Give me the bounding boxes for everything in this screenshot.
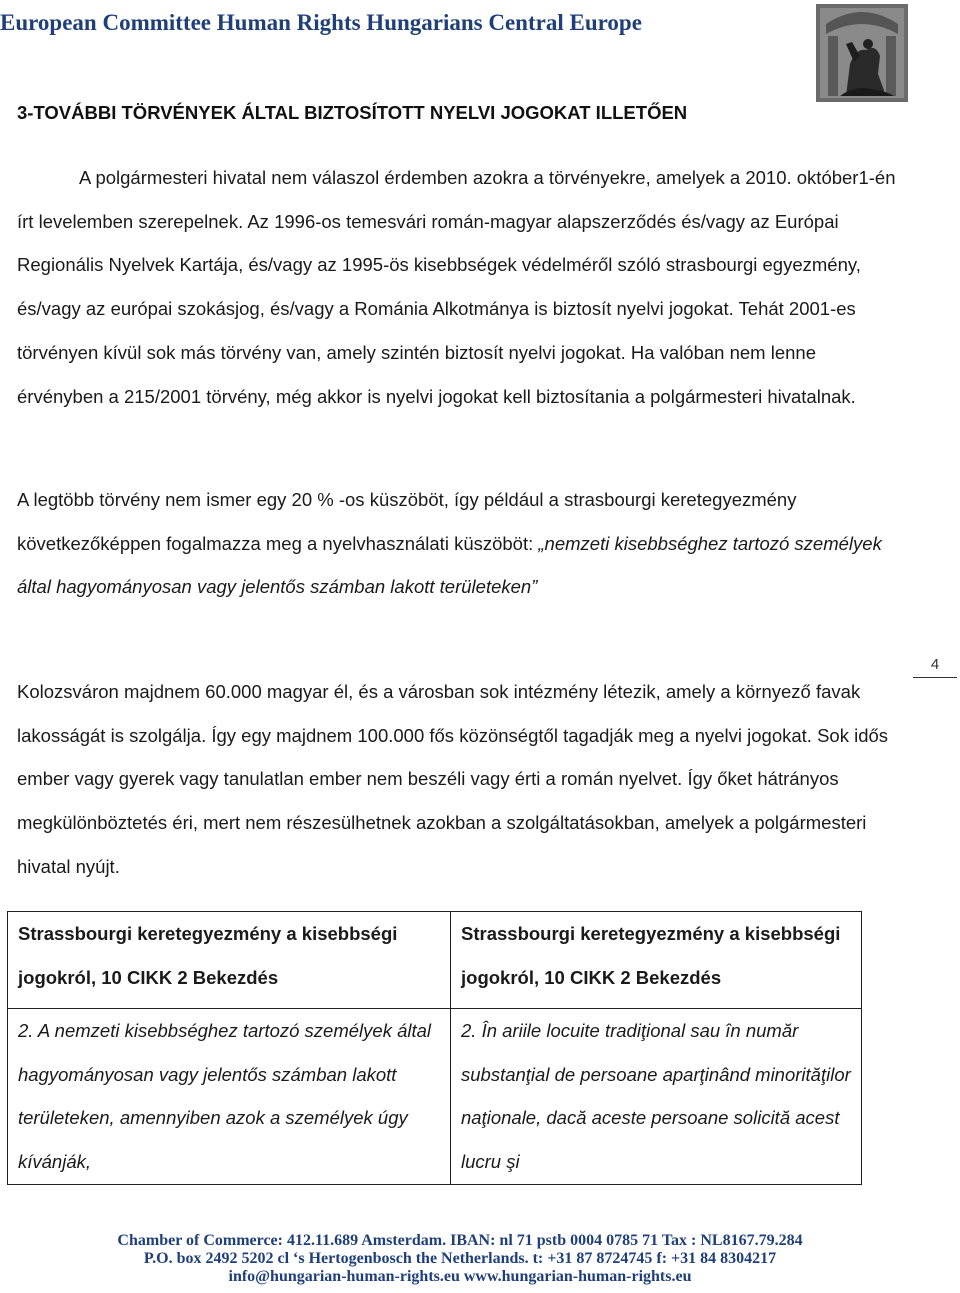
footer-line-1: Chamber of Commerce: 412.11.689 Amsterdam. IBAN: nl 71 pstb 0004 0785 71 Tax : NL8167.79.284 [117, 1232, 803, 1249]
page-number: 4 [913, 656, 957, 678]
paragraph-2-quote: „nemzeti kisebbséghez tartozó személyek által hagyományosan vagy jelentős számban lakott területeken” [17, 532, 882, 598]
paragraph-2 [17, 478, 897, 609]
statue-logo-icon [816, 4, 908, 102]
section-heading: 3-TOVÁBBI TÖRVÉNYEK ÁLTAL BIZTOSÍTOTT NYELVI JOGOKAT ILLETŐEN [17, 102, 688, 123]
table-cell-left: 2. A nemzeti kisebbséghez tartozó személyek által hagyományosan vagy jelentős számban lakott területeken, amennyiben azok a személyek úgy kívánják, [8, 1009, 451, 1185]
table-header-row [8, 912, 862, 1009]
paragraph-2-text: A legtöbb törvény nem ismer egy 20 % -os küszöböt, így például a strasbourgi keretegyezmény következőképpen fogalmazza meg a nyelvhasználati küszöböt: [17, 489, 797, 554]
footer-line-3: info@hungarian-human-rights.eu www.hungarian-human-rights.eu [228, 1268, 692, 1285]
paragraph-3: Kolozsváron majdnem 60.000 magyar él, és a városban sok intézmény létezik, amely a környező favak lakosságát is szolgálja. Így egy majdnem 100.000 fős közönségtől tagadják meg a nyelvi jogokat. Sok idős ember vagy gyerek vagy tanulatlan ember nem beszéli vagy érti a román nyelvet. Így őket hátrányos megkülönböztetés éri, mert nem részesülhetnek azokban a szolgáltatásokban, amelyek a polgármesteri hivatal nyújt. [17, 681, 889, 877]
footer [0, 1232, 920, 1286]
table-header-right: Strassbourgi keretegyezmény a kisebbségi jogokról, 10 CIKK 2 Bekezdés [451, 912, 862, 1009]
header-title: European Committee Human Rights Hungarians Central Europe [0, 10, 642, 35]
table-body-row [8, 1009, 862, 1185]
footer-line-2: P.O. box 2492 5202 cl ‘s Hertogenbosch the Netherlands. t: +31 87 8724745 f: +31 84 8304217 [143, 1250, 777, 1267]
table-cell-right: 2. În ariile locuite tradiţional sau în număr substanţial de persoane aparţinând minorităţilor naţionale, dacă aceste persoane solicită acest lucru şi [451, 1009, 862, 1185]
comparison-table [7, 911, 862, 1185]
paragraph-1: A polgármesteri hivatal nem válaszol érdemben azokra a törvényekre, amelyek a 2010. október1-én írt levelemben szerepelnek. Az 1996-os temesvári román-magyar alapszerződés és/vagy az Európai Regionális Nyelvek Kartája, és/vagy az 1995-ös kisebbségek védelméről szóló strasbourgi egyezmény, és/vagy az európai szokásjog, és/vagy a Románia Alkotmánya is biztosít nyelvi jogokat. Tehát 2001-es törvényen kívül sok más törvény van, amely szintén biztosít nyelvi jogokat. Ha valóban nem lenne érvényben a 215/2001 törvény, még akkor is nyelvi jogokat kell biztosítania a polgármesteri hivatalnak. [17, 167, 896, 407]
table-header-left: Strassbourgi keretegyezmény a kisebbségi jogokról, 10 CIKK 2 Bekezdés [8, 912, 451, 1009]
